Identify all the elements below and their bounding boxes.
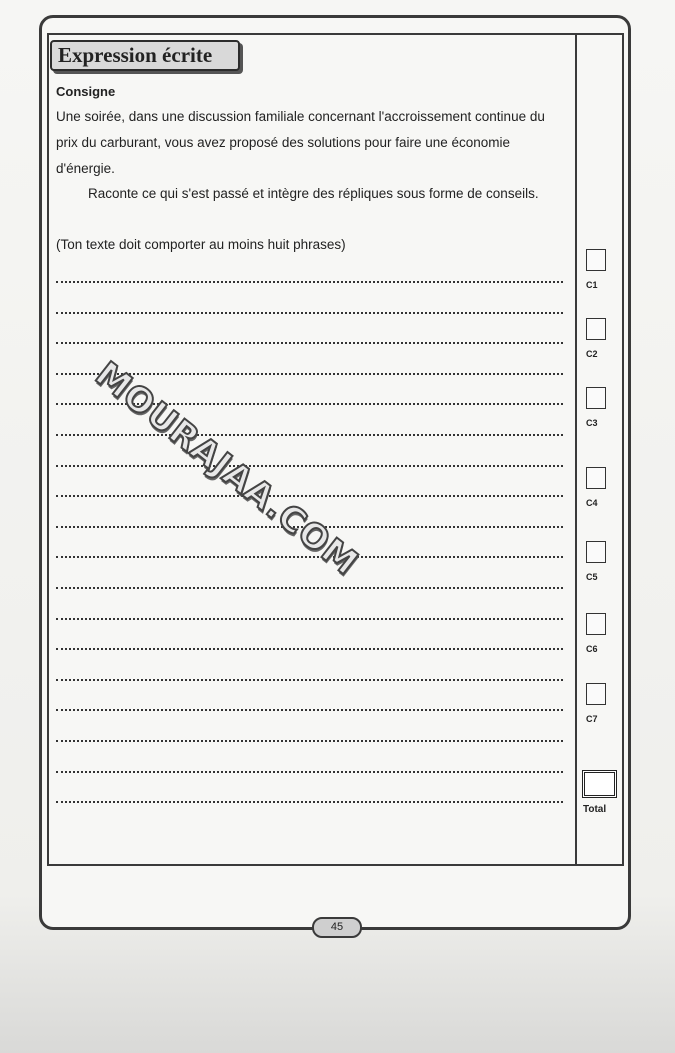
instruction-paragraph: Une soirée, dans une discussion familiale concernant l'accroissement continue du prix du carburant, vous avez proposé des solutions pour faire une économie d'énergie. xyxy=(56,109,545,176)
answer-line[interactable] xyxy=(56,740,563,742)
length-requirement: (Ton texte doit comporter au moins huit phrases) xyxy=(56,237,346,252)
answer-line[interactable] xyxy=(56,312,563,314)
page-number: 45 xyxy=(312,917,362,938)
answer-line[interactable] xyxy=(56,709,563,711)
criterion-label: C7 xyxy=(586,714,598,724)
criterion-label: C3 xyxy=(586,418,598,428)
answer-line[interactable] xyxy=(56,771,563,773)
answer-line[interactable] xyxy=(56,648,563,650)
answer-line[interactable] xyxy=(56,801,563,803)
total-label: Total xyxy=(583,804,607,815)
score-column-divider xyxy=(575,33,577,866)
criterion-box-c5[interactable] xyxy=(586,541,606,563)
total-score-box[interactable] xyxy=(582,770,617,798)
criterion-label: C1 xyxy=(586,280,598,290)
answer-line[interactable] xyxy=(56,342,563,344)
criterion-box-c3[interactable] xyxy=(586,387,606,409)
criterion-box-c6[interactable] xyxy=(586,613,606,635)
answer-line[interactable] xyxy=(56,618,563,620)
criterion-label: C2 xyxy=(586,349,598,359)
criterion-label: C6 xyxy=(586,644,598,654)
answer-line[interactable] xyxy=(56,587,563,589)
answer-line[interactable] xyxy=(56,465,563,467)
answer-line[interactable] xyxy=(56,434,563,436)
answer-line[interactable] xyxy=(56,281,563,283)
answer-line[interactable] xyxy=(56,679,563,681)
criterion-box-c7[interactable] xyxy=(586,683,606,705)
watermark-logo: MOURAJAA.COM xyxy=(87,354,366,584)
criterion-label: C4 xyxy=(586,498,598,508)
criterion-box-c1[interactable] xyxy=(586,249,606,271)
task-paragraph: Raconte ce qui s'est passé et intègre des répliques sous forme de conseils. xyxy=(88,186,539,201)
criterion-label: C5 xyxy=(586,572,598,582)
section-title: Expression écrite xyxy=(50,40,240,71)
criterion-box-c4[interactable] xyxy=(586,467,606,489)
criterion-box-c2[interactable] xyxy=(586,318,606,340)
answer-line[interactable] xyxy=(56,495,563,497)
consigne-heading: Consigne xyxy=(56,84,116,99)
